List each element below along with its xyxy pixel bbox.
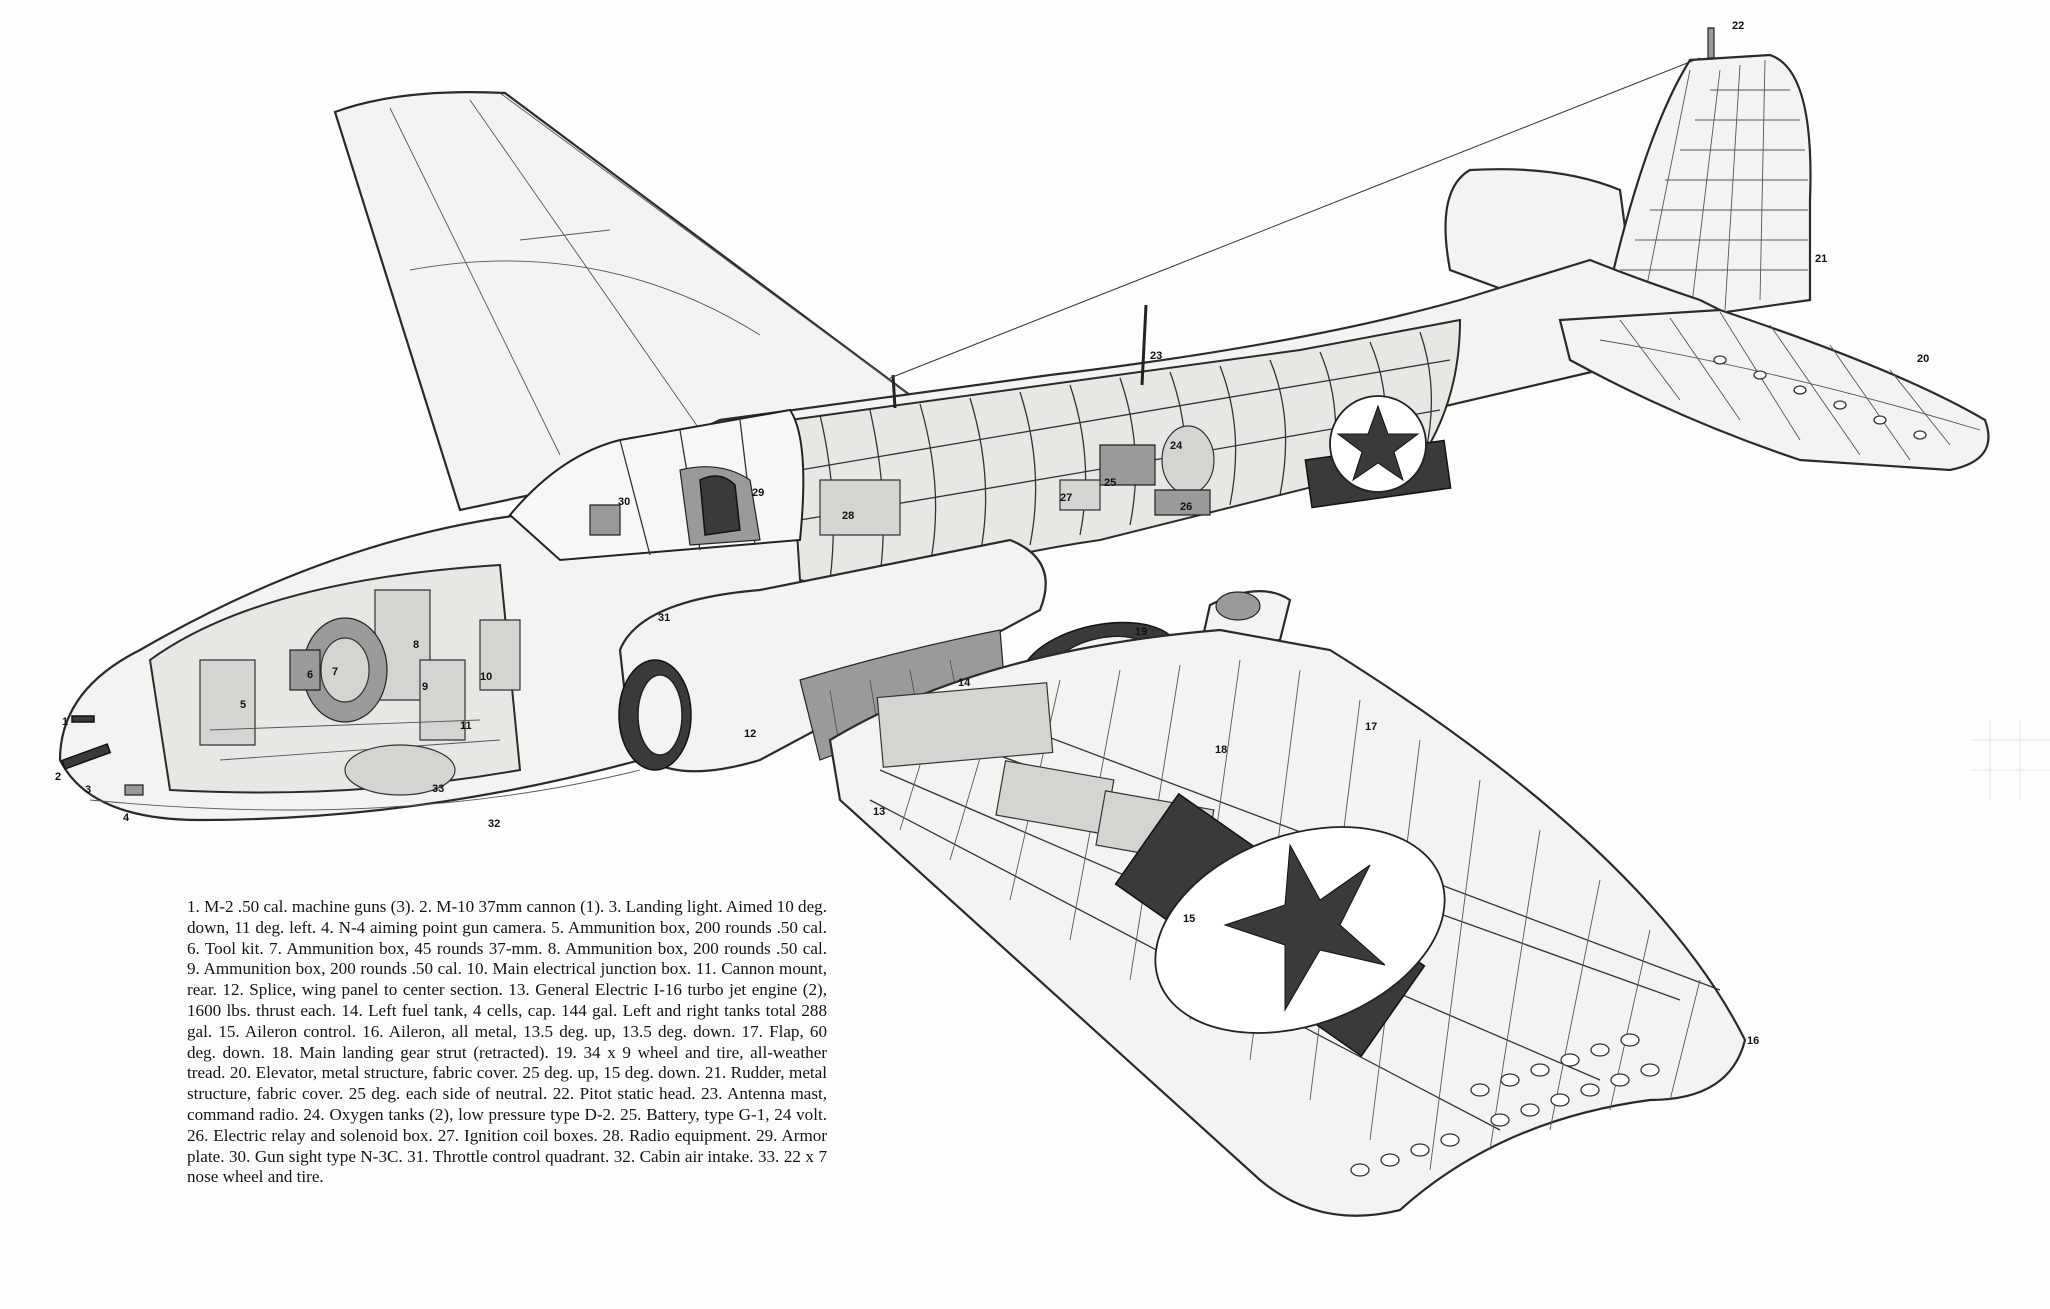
callout-17: 17 xyxy=(1365,721,1378,733)
pilot-seat xyxy=(700,476,740,535)
radio-equipment xyxy=(820,480,900,535)
callout-4: 4 xyxy=(123,812,130,824)
ammunition-box-9 xyxy=(420,660,465,740)
callout-15: 15 xyxy=(1183,913,1196,925)
pitot-head xyxy=(1708,28,1714,58)
gun-camera xyxy=(125,785,143,795)
gun-sight xyxy=(590,505,620,535)
callout-16: 16 xyxy=(1747,1035,1760,1047)
callout-12: 12 xyxy=(744,728,757,740)
antenna-mast-rear xyxy=(893,375,895,408)
callout-29: 29 xyxy=(752,487,765,499)
right-wing xyxy=(830,630,1745,1216)
callout-28: 28 xyxy=(842,510,855,522)
callout-20: 20 xyxy=(1917,353,1930,365)
callout-18: 18 xyxy=(1215,744,1228,756)
callout-6: 6 xyxy=(307,669,314,681)
callout-32: 32 xyxy=(488,818,501,830)
callout-26: 26 xyxy=(1180,501,1193,513)
tool-kit xyxy=(290,650,320,690)
callout-24: 24 xyxy=(1170,440,1183,452)
callout-9: 9 xyxy=(422,681,429,693)
ammunition-box-50cal xyxy=(200,660,255,745)
callout-21: 21 xyxy=(1815,253,1828,265)
callout-33: 33 xyxy=(432,783,445,795)
callout-27: 27 xyxy=(1060,492,1073,504)
callout-22: 22 xyxy=(1732,20,1745,32)
callout-1: 1 xyxy=(62,716,69,728)
callout-23: 23 xyxy=(1150,350,1163,362)
callout-11: 11 xyxy=(460,720,472,732)
callout-14: 14 xyxy=(958,677,971,689)
machine-gun-barrel xyxy=(72,716,94,722)
callout-31: 31 xyxy=(658,612,671,624)
oxygen-tanks xyxy=(1162,426,1214,494)
callout-5: 5 xyxy=(240,699,247,711)
callout-8: 8 xyxy=(413,639,420,651)
callout-13: 13 xyxy=(873,806,886,818)
right-elevator xyxy=(1560,310,1988,470)
callout-30: 30 xyxy=(618,496,631,508)
callout-2: 2 xyxy=(55,771,62,783)
callout-3: 3 xyxy=(85,784,92,796)
callout-25: 25 xyxy=(1104,477,1117,489)
callout-19: 19 xyxy=(1135,626,1148,638)
parts-legend: 1. M-2 .50 cal. machine guns (3). 2. M-10 37mm cannon (1). 3. Landing light. Aimed 10 deg. down, 11 deg. left. 4. N-4 aiming point gun camera. 5. Ammunition box, 200 rounds .50 cal. 6. Tool kit. 7. Ammunition box, 45 rounds 37-mm. 8. Ammunition box, 200 rounds .50 cal. 9. Ammunition box, 200 rounds .50 cal. 10. Main electrical junction box. 11. Cannon mount, rear. 12. Splice, wing panel to center section. 13. General Electric I-16 turbo jet engine (2), 1600 lbs. thrust each. 14. Left fuel tank, 4 cells, cap. 144 gal. Left and right tanks total 288 gal. 15. Aileron control. 16. Aileron, all metal, 13.5 deg. up, 13.5 deg. down. 17. Flap, 60 deg. down. 18. Main landing gear strut (retracted). 19. 34 x 9 wheel and tire, all-weather tread. 20. Elevator, metal structure, fabric cover. 25 deg. up, 15 deg. down. 21. Rudder, metal structure, fabric cover. 25 deg. each side of neutral. 22. Pitot static head. 23. Antenna mast, command radio. 24. Oxygen tanks (2), low pressure type D-2. 25. Battery, type G-1, 24 volt. 26. Electric relay and solenoid box. 27. Ignition coil boxes. 28. Radio equipment. 29. Armor plate. 30. Gun sight type N-3C. 31. Throttle control quadrant. 32. Cabin air intake. 33. 22 x 7 nose wheel and tire. xyxy=(187,897,827,1187)
callout-7: 7 xyxy=(332,666,339,678)
paper-grid-marks xyxy=(1970,720,2050,800)
callout-10: 10 xyxy=(480,671,493,683)
